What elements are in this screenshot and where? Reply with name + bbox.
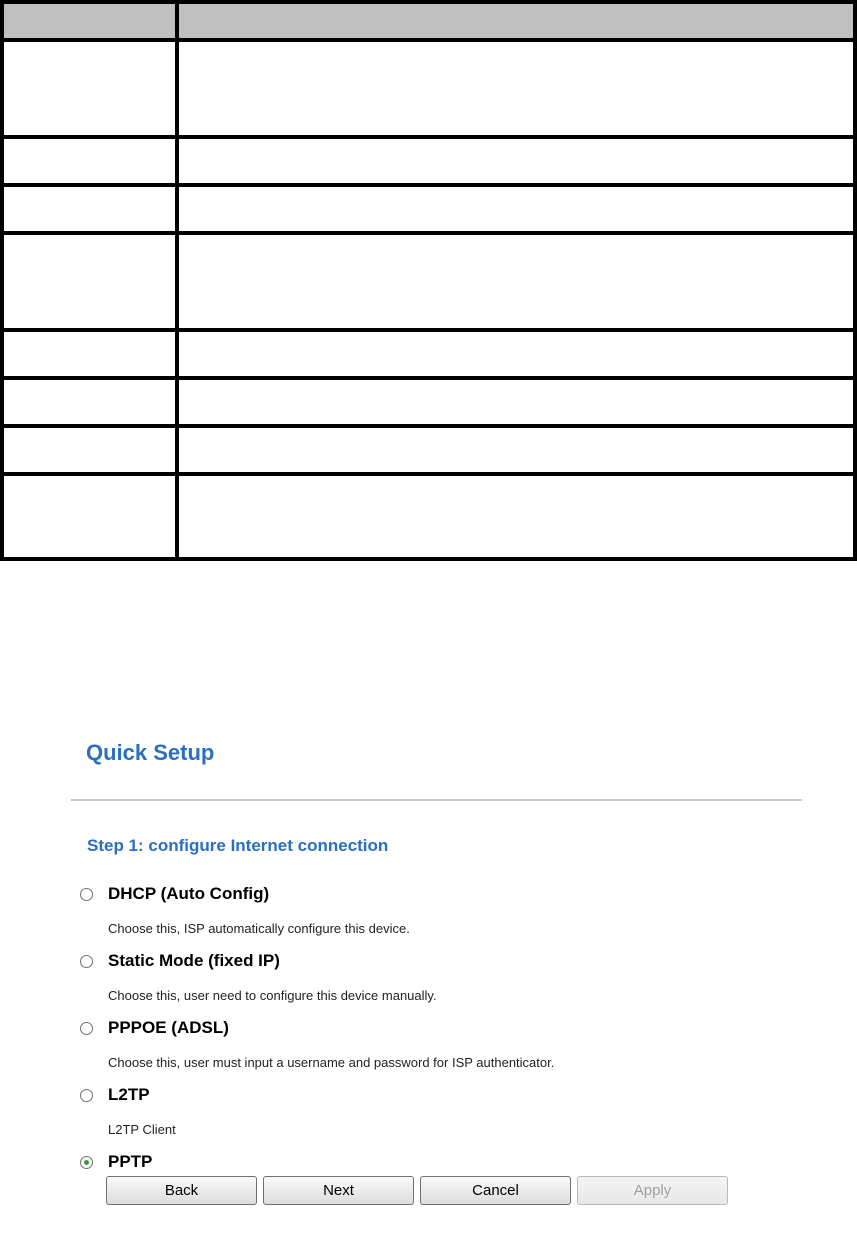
- table-cell: [2, 474, 177, 559]
- table-header-cell: [177, 2, 855, 40]
- radio-static[interactable]: [80, 955, 93, 968]
- option-label: PPTP: [108, 1152, 153, 1171]
- table-cell: [177, 330, 855, 378]
- radio-dhcp[interactable]: [80, 888, 93, 901]
- table-row: [2, 185, 855, 233]
- option-l2tp[interactable]: [80, 1085, 780, 1152]
- table-row: [2, 474, 855, 559]
- table-row: [2, 330, 855, 378]
- option-pppoe[interactable]: [80, 1018, 780, 1085]
- table-row: [2, 137, 855, 185]
- table-cell: [2, 233, 177, 330]
- table-header-cell: [2, 2, 177, 40]
- option-label: Static Mode (fixed IP): [108, 951, 280, 970]
- option-label: DHCP (Auto Config): [108, 884, 270, 903]
- table-header-row: [2, 2, 855, 40]
- table-cell: [2, 330, 177, 378]
- cancel-button[interactable]: Cancel: [420, 1176, 571, 1205]
- radio-pppoe[interactable]: [80, 1022, 93, 1035]
- table-row: [2, 233, 855, 330]
- page-title: Quick Setup: [86, 740, 215, 765]
- divider: [71, 799, 802, 801]
- table-cell: [2, 185, 177, 233]
- table-cell: [177, 378, 855, 426]
- connection-type-options: [80, 884, 780, 1219]
- next-button[interactable]: Next: [263, 1176, 414, 1205]
- radio-l2tp[interactable]: [80, 1089, 93, 1102]
- option-label: L2TP: [108, 1085, 150, 1104]
- radio-pptp[interactable]: [80, 1156, 93, 1169]
- option-description: Choose this, user must input a username and password for ISP authenticator.: [108, 1055, 555, 1070]
- option-description: Choose this, user need to configure this device manually.: [108, 988, 437, 1003]
- option-dhcp[interactable]: [80, 884, 780, 951]
- table-cell: [177, 185, 855, 233]
- quick-setup-panel: [0, 700, 857, 1241]
- option-static[interactable]: [80, 951, 780, 1018]
- table-row: [2, 426, 855, 474]
- table-cell: [2, 378, 177, 426]
- table-cell: [177, 233, 855, 330]
- table-row: [2, 40, 855, 137]
- table-cell: [2, 137, 177, 185]
- spec-table: [0, 0, 857, 561]
- table-cell: [177, 40, 855, 137]
- back-button[interactable]: Back: [106, 1176, 257, 1205]
- table-cell: [2, 40, 177, 137]
- option-label: PPPOE (ADSL): [108, 1018, 229, 1037]
- table-row: [2, 378, 855, 426]
- step-title: Step 1: configure Internet connection: [87, 836, 389, 855]
- table-cell: [177, 426, 855, 474]
- table-cell: [177, 137, 855, 185]
- table-cell: [2, 426, 177, 474]
- option-description: L2TP Client: [108, 1122, 176, 1137]
- table-cell: [177, 474, 855, 559]
- option-description: Choose this, ISP automatically configure this device.: [108, 921, 410, 936]
- apply-button[interactable]: Apply: [577, 1176, 728, 1205]
